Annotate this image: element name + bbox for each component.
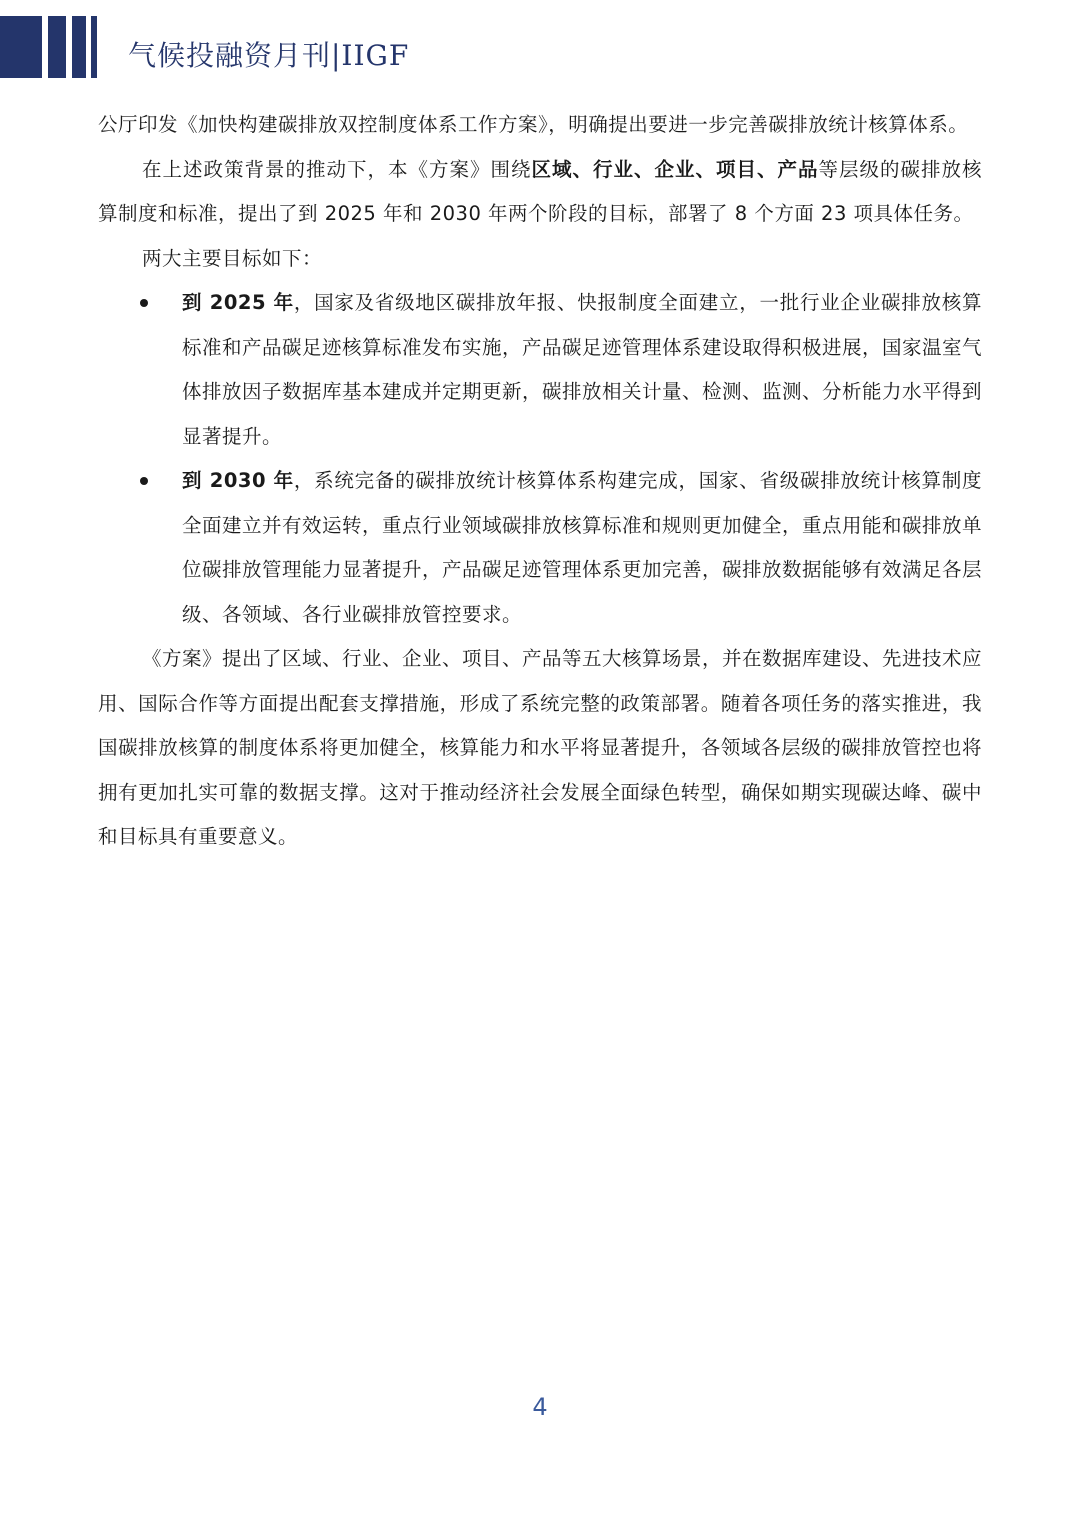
paragraph-text: 等层级的碳排放核算制度和标准，提出了到 2025 年和 2030 年两个阶段的目标，部署了 8 个方面 23 项具体任务。 <box>98 157 982 225</box>
bold-text: 到 2030 年 <box>182 469 294 492</box>
article-body <box>98 103 982 860</box>
page-number: 4 <box>532 1393 548 1421</box>
bold-text: 区域、行业、企业、项目、产品 <box>531 157 819 181</box>
header-decor-bar <box>48 16 66 78</box>
bold-text: 到 2025 年 <box>182 291 294 314</box>
header-decor-bar <box>91 16 97 78</box>
list-item <box>98 459 982 637</box>
bullet-icon <box>140 299 148 307</box>
list-item-text: ，系统完备的碳排放统计核算体系构建完成，国家、省级碳排放统计核算制度全面建立并有效运转，重点行业领域碳排放核算标准和规则更加健全，重点用能和碳排放单位碳排放管理能力显著提升，产品碳足迹管理体系更加完善，碳排放数据能够有效满足各层级、各领域、各行业碳排放管控要求。 <box>182 469 983 626</box>
paragraph <box>98 148 982 237</box>
header-decor-bar <box>72 16 86 78</box>
list-item-text: ，国家及省级地区碳排放年报、快报制度全面建立，一批行业企业碳排放核算标准和产品碳足迹核算标准发布实施，产品碳足迹管理体系建设取得积极进展，国家温室气体排放因子数据库基本建成并定期更新，碳排放相关计量、检测、监测、分析能力水平得到显著提升。 <box>182 291 983 448</box>
paragraph: 两大主要目标如下： <box>142 246 323 270</box>
page-header <box>0 0 1080 80</box>
paragraph-text: 在上述政策背景的推动下，本《方案》围绕 <box>142 157 532 181</box>
list-item <box>98 281 982 459</box>
goal-list <box>98 281 982 637</box>
paragraph: 公厅印发《加快构建碳排放双控制度体系工作方案》，明确提出要进一步完善碳排放统计核算体系。 <box>98 113 969 136</box>
paragraph: 《方案》提出了区域、行业、企业、项目、产品等五大核算场景，并在数据库建设、先进技术应用、国际合作等方面提出配套支撑措施，形成了系统完整的政策部署。随着各项任务的落实推进，我国碳排放核算的制度体系将更加健全，核算能力和水平将显著提升，各领域各层级的碳排放管控也将拥有更加扎实可靠的数据支撑。这对于推动经济社会发展全面绿色转型，确保如期实现碳达峰、碳中和目标具有重要意义。 <box>98 647 983 848</box>
bullet-icon <box>140 477 148 485</box>
journal-title: 气候投融资月刊|IIGF <box>128 39 410 72</box>
header-decor-bar <box>0 16 42 78</box>
